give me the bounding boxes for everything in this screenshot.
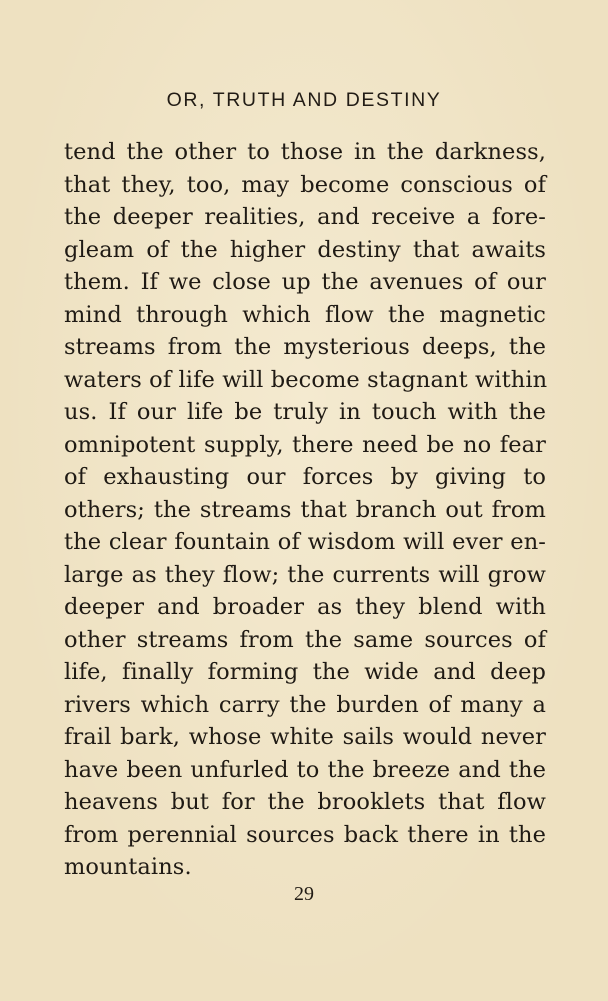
text-line: large as they flow; the currents will grow	[64, 561, 546, 588]
page-number: 29	[294, 883, 314, 905]
text-line: them. If we close up the avenues of our	[64, 269, 546, 295]
text-line: gleam of the higher destiny that awaits	[64, 236, 546, 263]
text-line: waters of life will become stagnant within	[64, 366, 548, 393]
text-line: have been unfurled to the breeze and the	[64, 756, 546, 783]
text-line: mind through which flow the magnetic	[64, 301, 546, 328]
text-line: the clear fountain of wisdom will ever en-	[64, 529, 546, 555]
text-line: tend the other to those in the darkness,	[64, 139, 546, 165]
body-paragraph	[64, 136, 546, 884]
text-line: mountains.	[64, 854, 192, 880]
text-line: frail bark, whose white sails would never	[64, 724, 546, 750]
text-line: rivers which carry the burden of many a	[64, 691, 546, 718]
text-line: heavens but for the brooklets that flow	[64, 789, 546, 815]
text-line: others; the streams that branch out from	[64, 496, 546, 523]
text-line: us. If our life be truly in touch with the	[64, 399, 546, 425]
text-line: the deeper realities, and receive a fore-	[64, 204, 546, 230]
text-line: that they, too, may become conscious of	[64, 171, 546, 198]
text-line: of exhausting our forces by giving to	[64, 464, 546, 490]
text-line: omnipotent supply, there need be no fear	[64, 431, 546, 458]
text-line: other streams from the same sources of	[64, 626, 546, 653]
running-head: OR, TRUTH AND DESTINY	[166, 89, 442, 111]
text-line: from perennial sources back there in the	[64, 821, 546, 848]
text-line: deeper and broader as they blend with	[64, 594, 546, 620]
text-line: streams from the mysterious deeps, the	[64, 334, 546, 360]
text-line: life, finally forming the wide and deep	[64, 659, 546, 685]
